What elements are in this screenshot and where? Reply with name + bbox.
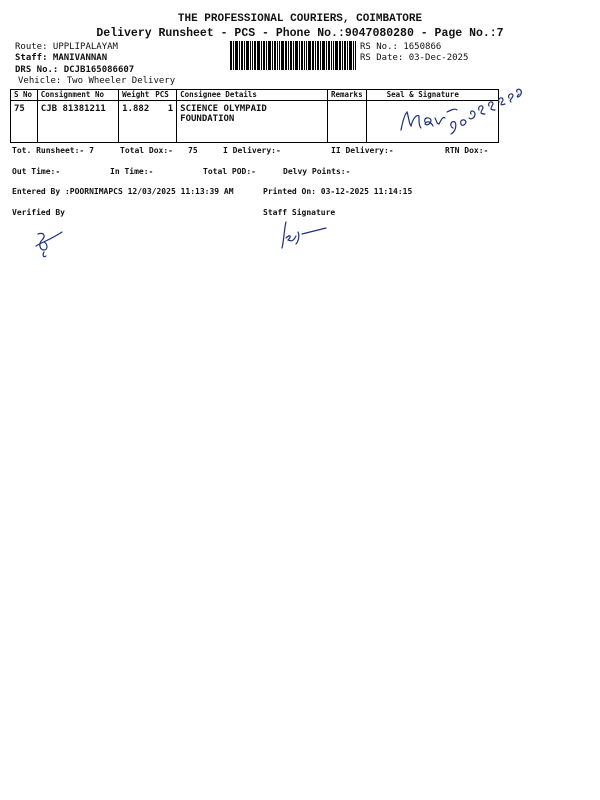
verified-by-label: Verified By <box>12 208 65 217</box>
col-consignee: Consignee Details <box>177 90 328 101</box>
drs-number: DRS No.: DCJB165086607 <box>15 65 135 75</box>
ii-delivery: II Delivery:- <box>331 146 394 155</box>
col-remarks: Remarks <box>327 90 366 101</box>
cell-pcs: 1 <box>152 101 176 143</box>
staff-signature-label: Staff Signature <box>263 208 336 217</box>
receiver-handwritten-signature <box>393 84 533 142</box>
barcode-icon <box>230 41 356 70</box>
cell-consignment: CJB 81381211 <box>37 101 118 143</box>
runsheet-subtitle: Delivery Runsheet - PCS - Phone No.:9047080280 - Page No.:7 <box>96 27 504 40</box>
col-seal-signature: Seal & Signature <box>366 90 498 101</box>
vehicle-label: Vehicle: Two Wheeler Delivery <box>18 76 176 86</box>
staff-label: Staff: MANIVANNAN <box>15 53 108 63</box>
rs-date: RS Date: 03-Dec-2025 <box>360 53 469 63</box>
cell-consignee: SCIENCE OLYMPAID FOUNDATION <box>177 101 328 143</box>
entered-by: Entered By :POORNIMAPCS 12/03/2025 11:13:39 AM <box>12 187 234 196</box>
total-pod: Total POD:- <box>203 167 256 176</box>
rs-number: RS No.: 1650866 <box>360 42 442 52</box>
staff-handwritten-signature <box>276 218 332 252</box>
i-delivery: I Delivery:- <box>223 146 281 155</box>
cell-weight: 1.882 <box>119 101 153 143</box>
cell-sno: 75 <box>11 101 38 143</box>
total-dox-value: 75 <box>188 146 198 155</box>
printed-on: Printed On: 03-12-2025 11:14:15 <box>263 187 413 196</box>
col-sno: S No <box>11 90 38 101</box>
col-pcs: PCS <box>152 90 176 101</box>
in-time: In Time:- <box>110 167 154 176</box>
verifier-handwritten-signature <box>32 228 68 260</box>
col-consignment: Consignment No <box>37 90 118 101</box>
cell-remarks <box>327 101 366 143</box>
tot-runsheet: Tot. Runsheet:- 7 <box>12 146 94 155</box>
route-label: Route: UPPLIPALAYAM <box>15 42 118 52</box>
delvy-points: Delvy Points:- <box>283 167 351 176</box>
company-title: THE PROFESSIONAL COURIERS, COIMBATORE <box>177 13 423 25</box>
out-time: Out Time:- <box>12 167 61 176</box>
rtn-dox: RTN Dox:- <box>445 146 489 155</box>
total-dox-label: Total Dox:- <box>120 146 173 155</box>
col-weight: Weight <box>119 90 153 101</box>
